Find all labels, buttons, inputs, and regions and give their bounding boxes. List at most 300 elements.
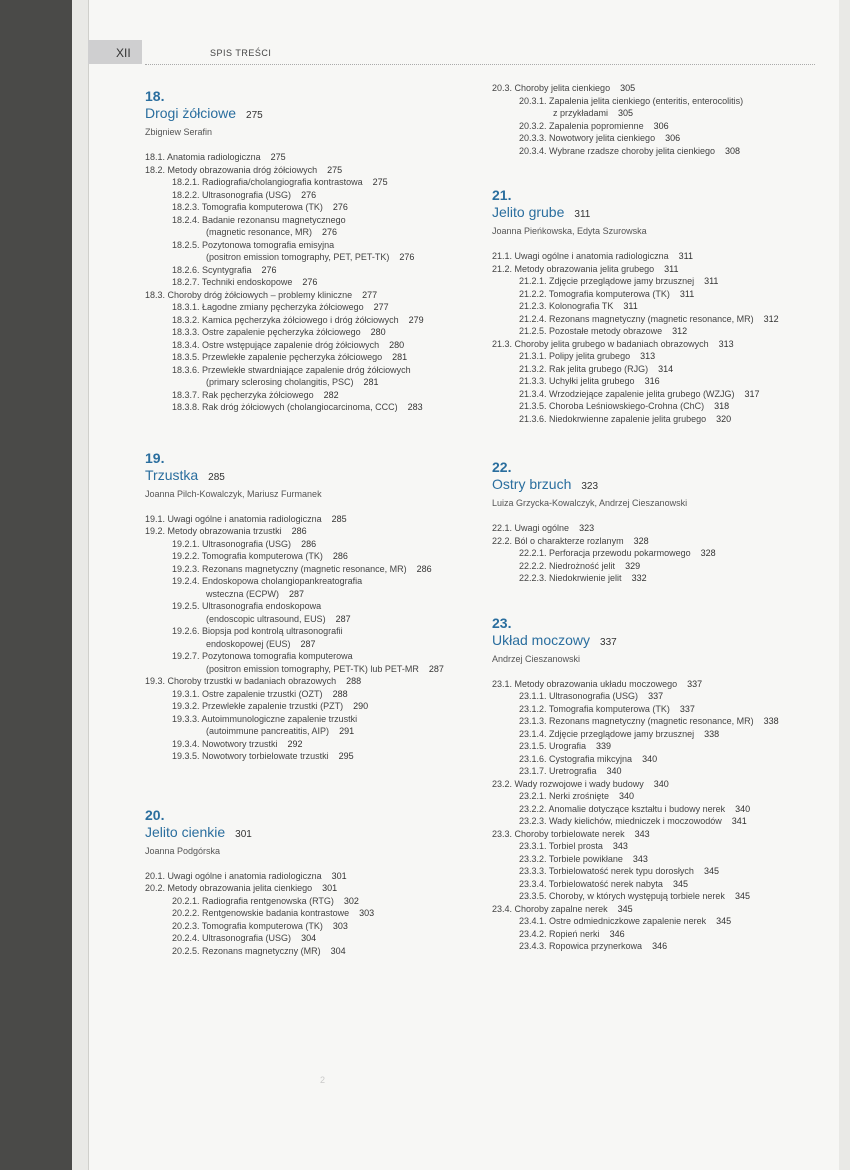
toc-entry[interactable]	[492, 803, 822, 816]
toc-entry[interactable]	[492, 903, 822, 916]
toc-entry-page: 276	[301, 189, 317, 200]
toc-entry[interactable]	[492, 132, 822, 145]
toc-entry[interactable]	[492, 535, 822, 548]
toc-entry-text: 21.3.2. Rak jelita grubego (RJG)	[519, 363, 649, 374]
toc-entry-text: 21.2.4. Rezonans magnetyczny (magnetic resonance, MR)	[519, 313, 754, 324]
toc-entry[interactable]	[145, 588, 475, 601]
toc-entry-text: 18.2. Metody obrazowania dróg żółciowych	[145, 164, 318, 175]
toc-entry[interactable]	[145, 600, 475, 613]
toc-entry[interactable]	[145, 650, 475, 663]
chapter-title: Trzustka	[145, 466, 199, 483]
toc-entry[interactable]	[145, 226, 475, 239]
toc-entry[interactable]	[492, 878, 822, 891]
toc-entry-text: 23.1. Metody obrazowania układu moczowego	[492, 678, 678, 689]
header-divider	[145, 64, 815, 65]
toc-entry-page: 340	[619, 791, 635, 801]
toc-entry[interactable]	[145, 932, 475, 945]
toc-entry[interactable]	[492, 263, 822, 276]
toc-entry-page: 314	[658, 363, 674, 374]
toc-entry-text: 23.4.2. Ropień nerki	[519, 928, 600, 939]
toc-entry-page: 301	[331, 870, 347, 881]
toc-entry-page: 311	[623, 301, 638, 311]
chapter-number: 19.	[145, 449, 165, 466]
toc-entry-text: 18.2.4. Badanie rezonansu magnetycznego	[172, 214, 346, 225]
toc-entry[interactable]	[145, 625, 475, 638]
toc-entry[interactable]	[492, 375, 822, 388]
toc-column-left	[145, 88, 475, 957]
toc-entry[interactable]	[492, 753, 822, 766]
toc-entry-page: 328	[700, 548, 716, 558]
toc-entry-text: 23.2.3. Wady kielichów, miedniczek i moczowodów	[519, 816, 722, 826]
chapter-title-row[interactable]	[145, 105, 475, 124]
toc-entry-page: 345	[734, 891, 750, 901]
toc-entry-page: 345	[703, 866, 719, 876]
toc-entry-text: 19.3.1. Ostre zapalenie trzustki (OZT)	[172, 688, 323, 699]
toc-entry[interactable]	[492, 678, 822, 691]
chapter-authors: Joanna Pieńkowska, Edyta Szurowska	[492, 226, 647, 236]
toc-entry-page: 305	[618, 108, 634, 118]
toc-entry[interactable]	[145, 376, 475, 389]
toc-entry-page: 332	[631, 573, 647, 583]
toc-entry[interactable]	[492, 740, 822, 753]
toc-entry-text: 20.3.2. Zapalenia popromienne	[519, 120, 644, 131]
toc-entry-text: 18.3.3. Ostre zapalenie pęcherzyka żółciowego	[172, 327, 361, 337]
chapter-page-number: 301	[235, 828, 252, 840]
toc-entry-text: (positron emission tomography, PET, PET-TK)	[206, 252, 390, 262]
toc-entry-page: 306	[653, 120, 669, 131]
toc-entry-page: 276	[322, 227, 338, 237]
toc-entry-text: 19.2.4. Endoskopowa cholangiopankreatografia	[172, 576, 363, 586]
toc-entry[interactable]	[492, 828, 822, 841]
toc-entry-text: 23.4. Choroby zapalne nerek	[492, 903, 608, 914]
toc-entry-page: 345	[672, 878, 688, 889]
toc-entry-text: 21.2.5. Pozostałe metody obrazowe	[519, 326, 663, 336]
toc-entry[interactable]	[492, 288, 822, 301]
toc-entry-text: 21.3.1. Polipy jelita grubego	[519, 351, 631, 361]
toc-entry-page: 313	[640, 351, 656, 361]
toc-entry-page: 305	[620, 83, 636, 93]
toc-entry[interactable]	[145, 575, 475, 588]
toc-chapter	[492, 615, 822, 953]
toc-entry[interactable]	[492, 120, 822, 133]
toc-entry[interactable]	[492, 338, 822, 351]
toc-entry-text: 19.1. Uwagi ogólne i anatomia radiologiczna	[145, 513, 322, 524]
chapter-title-row[interactable]	[492, 204, 822, 223]
toc-entry[interactable]	[145, 550, 475, 563]
toc-entry-page: 281	[392, 352, 408, 362]
toc-entry-page: 304	[330, 945, 346, 956]
toc-entry-page: 345	[617, 903, 633, 914]
toc-entry-page: 311	[679, 288, 695, 299]
toc-entry[interactable]	[492, 350, 822, 363]
toc-entry-text: 19.2. Metody obrazowania trzustki	[145, 526, 282, 536]
toc-entry[interactable]	[145, 750, 475, 763]
toc-entry[interactable]	[492, 865, 822, 878]
chapter-page-number: 275	[246, 110, 263, 121]
toc-entry-text: 18.3.1. Łagodne zmiany pęcherzyka żółciowego	[172, 302, 364, 312]
toc-entry[interactable]	[145, 713, 475, 726]
chapter-page-number: 323	[581, 481, 599, 492]
toc-entry[interactable]	[492, 928, 822, 941]
toc-entry[interactable]	[145, 895, 475, 908]
toc-entry-text: (autoimmune pancreatitis, AIP)	[206, 726, 330, 736]
toc-entry-text: (magnetic resonance, MR)	[206, 227, 313, 237]
toc-entry-page: 295	[338, 751, 354, 761]
toc-entry-text: 22.2.3. Niedokrwienie jelit	[519, 573, 622, 583]
toc-entry-page: 339	[596, 741, 612, 751]
chapter-number: 18.	[145, 88, 165, 104]
toc-entry[interactable]	[145, 364, 475, 377]
toc-entry[interactable]	[145, 214, 475, 227]
toc-entry-page: 323	[579, 523, 595, 533]
toc-entry-text: 23.1.5. Urografia	[519, 741, 587, 751]
toc-entry-page: 277	[373, 302, 389, 312]
toc-entry[interactable]	[145, 738, 475, 751]
chapter-authors: Joanna Podgórska	[145, 845, 221, 856]
toc-entry-page: 337	[648, 691, 664, 701]
toc-entry[interactable]	[492, 915, 822, 928]
chapter-number: 23.	[492, 614, 512, 631]
toc-entry[interactable]	[492, 413, 822, 426]
toc-entry[interactable]	[492, 840, 822, 853]
toc-entry-page: 320	[716, 413, 732, 424]
toc-entry-text: 20.2.3. Tomografia komputerowa (TK)	[172, 920, 323, 931]
toc-entry-page: 313	[718, 338, 734, 349]
toc-entry-page: 340	[735, 803, 751, 814]
toc-entry-text: 18.3.4. Ostre wstępujące zapalenie dróg żółciowych	[172, 339, 380, 350]
chapter-title-row[interactable]	[145, 467, 475, 486]
toc-entry-text: 20.2.1. Radiografia rentgenowska (RTG)	[172, 895, 334, 906]
header-strip	[88, 40, 142, 64]
toc-entry[interactable]	[145, 264, 475, 277]
toc-entry-page: 290	[353, 701, 369, 711]
toc-entry-text: 19.2.6. Biopsja pod kontrolą ultrasonografii	[172, 626, 343, 636]
toc-entry-text: 21.3.5. Choroba Leśniowskiego-Crohna (ChC)	[519, 401, 705, 411]
toc-entry-page: 301	[322, 883, 338, 893]
toc-entry-page: 343	[612, 841, 628, 851]
toc-entry[interactable]	[492, 715, 822, 728]
chapter-page-number: 285	[208, 471, 225, 483]
toc-entry-page: 337	[687, 678, 703, 689]
chapter-title-row[interactable]	[492, 632, 822, 651]
toc-entry[interactable]	[492, 95, 822, 108]
toc-entry-text: 23.1.4. Zdjęcie przeglądowe jamy brzusznej	[519, 728, 695, 739]
toc-entry[interactable]	[145, 301, 475, 314]
toc-entry-text: 20.3.3. Nowotwory jelita cienkiego	[519, 133, 656, 143]
toc-entry-text: 23.1.7. Uretrografia	[519, 766, 597, 776]
toc-entry-page: 311	[678, 251, 693, 261]
toc-entry[interactable]	[145, 151, 475, 164]
toc-entry[interactable]	[145, 907, 475, 920]
toc-entry[interactable]	[145, 189, 475, 202]
page-folio: 2	[320, 1075, 326, 1085]
toc-entry-page: 280	[389, 339, 405, 350]
toc-entry-text: 20.1. Uwagi ogólne i anatomia radiologiczna	[145, 870, 322, 881]
toc-entry-page: 279	[408, 314, 424, 325]
toc-entry-page: 288	[332, 688, 348, 699]
toc-entry-page: 306	[665, 133, 681, 143]
toc-entry[interactable]	[145, 176, 475, 189]
toc-entry-text: 21.2.1. Zdjęcie przeglądowe jamy brzusznej	[519, 276, 695, 286]
toc-entry-page: 275	[270, 152, 286, 162]
toc-chapter	[145, 450, 475, 763]
toc-entry[interactable]	[145, 563, 475, 576]
toc-entry[interactable]	[492, 388, 822, 401]
toc-entry-page: 276	[302, 277, 318, 287]
toc-entry[interactable]	[492, 82, 822, 95]
toc-entry[interactable]	[145, 638, 475, 651]
toc-entry-text: 21.2.2. Tomografia komputerowa (TK)	[519, 288, 670, 299]
toc-entry-text: 18.3.8. Rak dróg żółciowych (cholangiocarcinoma, CCC)	[172, 402, 398, 412]
chapter-number: 22.	[492, 459, 512, 475]
toc-entry-text: 18.3.6. Przewlekłe stwardniające zapalenie dróg żółciowych	[172, 364, 411, 375]
toc-entry-page: 328	[633, 535, 649, 546]
toc-entry-page: 286	[291, 526, 307, 536]
chapter-title: Jelito cienkie	[145, 823, 226, 840]
toc-entry-text: 19.2.5. Ultrasonografia endoskopowa	[172, 601, 322, 611]
toc-entry[interactable]	[145, 700, 475, 713]
toc-entry[interactable]	[145, 401, 475, 414]
chapter-title: Układ moczowy	[492, 631, 591, 648]
chapter-title-row[interactable]	[145, 824, 475, 843]
toc-entry[interactable]	[492, 250, 822, 263]
toc-entry-text: 18.2.2. Ultrasonografia (USG)	[172, 189, 292, 200]
toc-entry-text: 20.2. Metody obrazowania jelita cienkiego	[145, 883, 313, 893]
toc-entry-page: 291	[339, 726, 355, 736]
toc-entry[interactable]	[145, 663, 475, 676]
chapter-authors: Joanna Pilch-Kowalczyk, Mariusz Furmanek	[145, 488, 322, 499]
toc-entry-page: 340	[642, 753, 658, 764]
toc-entry[interactable]	[145, 870, 475, 883]
toc-entry-page: 275	[372, 177, 388, 187]
toc-entry-page: 276	[261, 264, 277, 275]
toc-entry[interactable]	[492, 890, 822, 903]
toc-entry[interactable]	[492, 778, 822, 791]
chapter-number: 20.	[145, 806, 165, 823]
toc-entry-text: 23.2.1. Nerki zrośnięte	[519, 791, 610, 801]
toc-entry-text: 23.3.3. Torbielowatość nerek typu dorosłych	[519, 866, 694, 876]
toc-entry-page: 345	[716, 916, 732, 926]
toc-entry[interactable]	[145, 289, 475, 302]
chapter-title-row[interactable]	[492, 476, 822, 495]
toc-entry[interactable]	[145, 920, 475, 933]
toc-entry[interactable]	[145, 725, 475, 738]
toc-entry-text: 18.2.1. Radiografia/cholangiografia kontrastowa	[172, 177, 363, 187]
chapter-number: 21.	[492, 187, 512, 203]
toc-entry-page: 282	[323, 389, 339, 400]
toc-entry-text: 18.3.2. Kamica pęcherzyka żółciowego i dróg żółciowych	[172, 314, 399, 325]
toc-entry-text: 18.2.7. Techniki endoskopowe	[172, 277, 293, 287]
toc-entry-text: 18.2.3. Tomografia komputerowa (TK)	[172, 202, 323, 212]
toc-entry-page: 304	[301, 933, 317, 943]
toc-entry-text: 22.2.2. Niedrożność jelit	[519, 560, 616, 571]
toc-entry-text: 19.3.5. Nowotwory torbielowate trzustki	[172, 751, 329, 761]
toc-entry-text: 22.1. Uwagi ogólne	[492, 523, 570, 533]
toc-entry-text: (endoscopic ultrasound, EUS)	[206, 613, 326, 624]
toc-entry-text: 22.2. Ból o charakterze rozlanym	[492, 535, 624, 546]
toc-entry-text: 23.1.3. Rezonans magnetyczny (magnetic resonance, MR)	[519, 716, 754, 726]
toc-entry-page: 275	[327, 164, 343, 175]
toc-entry-text: 18.3.5. Przewlekłe zapalenie pęcherzyka żółciowego	[172, 352, 383, 362]
toc-entry-page: 312	[763, 313, 779, 324]
toc-entry-page: 283	[407, 402, 423, 412]
toc-entry[interactable]	[145, 688, 475, 701]
toc-entry[interactable]	[145, 513, 475, 526]
toc-entry-page: 340	[653, 778, 669, 789]
toc-entry[interactable]	[145, 389, 475, 402]
toc-entry-page: 346	[609, 928, 625, 939]
toc-entry-text: 21.3.3. Uchyłki jelita grubego	[519, 376, 635, 386]
toc-entry-text: 18.2.6. Scyntygrafia	[172, 264, 252, 275]
toc-entry-text: 19.2.1. Ultrasonografia (USG)	[172, 538, 292, 549]
toc-entry-text: 20.2.5. Rezonans magnetyczny (MR)	[172, 945, 321, 956]
chapter-title: Drogi żółciowe	[145, 105, 237, 121]
toc-entry-page: 302	[343, 895, 359, 906]
toc-entry[interactable]	[145, 251, 475, 264]
toc-entry-page: 303	[332, 920, 348, 931]
toc-column-right	[492, 82, 822, 953]
toc-entry-page: 281	[363, 377, 379, 387]
toc-entry-text: 18.1. Anatomia radiologiczna	[145, 152, 261, 162]
toc-entry[interactable]	[145, 239, 475, 252]
toc-entry-text: 23.1.1. Ultrasonografia (USG)	[519, 691, 639, 701]
toc-entry[interactable]	[492, 572, 822, 585]
toc-entry-text: 20.2.4. Ultrasonografia (USG)	[172, 933, 292, 943]
toc-entry[interactable]	[145, 351, 475, 364]
toc-entry-page: 285	[331, 513, 347, 524]
toc-entry[interactable]	[145, 613, 475, 626]
toc-entry[interactable]	[492, 690, 822, 703]
toc-entry-text: 20.3.4. Wybrane rzadsze choroby jelita cienkiego	[519, 145, 716, 156]
toc-entry-text: 20.2.2. Rentgenowskie badania kontrastowe	[172, 908, 350, 918]
toc-entry[interactable]	[492, 790, 822, 803]
toc-entry[interactable]	[145, 538, 475, 551]
toc-entry-text: z przykładami	[553, 108, 609, 118]
toc-entry-page: 286	[301, 538, 317, 549]
toc-entry-page: 287	[428, 663, 444, 674]
toc-entry-page: 341	[731, 816, 747, 826]
toc-entry-text: 23.3. Choroby torbielowate nerek	[492, 828, 625, 839]
toc-entry-text: endoskopowej (EUS)	[206, 638, 291, 649]
toc-entry[interactable]	[145, 276, 475, 289]
toc-entry[interactable]	[145, 675, 475, 688]
toc-entry[interactable]	[492, 400, 822, 413]
toc-entry[interactable]	[492, 275, 822, 288]
toc-entry[interactable]	[145, 945, 475, 958]
toc-entry-page: 287	[335, 613, 351, 624]
toc-entry-text: 21.3.6. Niedokrwienne zapalenie jelita grubego	[519, 413, 707, 424]
toc-entry[interactable]	[492, 363, 822, 376]
toc-entry-page: 280	[370, 327, 386, 337]
toc-entry[interactable]	[492, 728, 822, 741]
toc-entry-text: 21.2.3. Kolonografia TK	[519, 301, 614, 311]
toc-entry-page: 292	[287, 738, 303, 749]
toc-entry-text: wsteczna (ECPW)	[206, 588, 280, 599]
toc-entry[interactable]	[492, 547, 822, 560]
toc-entry[interactable]	[492, 940, 822, 953]
toc-entry-page: 343	[634, 828, 650, 839]
running-header-title: SPIS TREŚCI	[210, 48, 272, 58]
toc-entry[interactable]	[145, 201, 475, 214]
toc-entry-page: 287	[289, 588, 305, 599]
toc-entry-text: 20.3.1. Zapalenia jelita cienkiego (enteritis, enterocolitis)	[519, 95, 744, 106]
toc-chapter	[492, 459, 822, 585]
toc-entry-text: 23.3.2. Torbiele powikłane	[519, 853, 623, 864]
toc-entry-text: 23.1.2. Tomografia komputerowa (TK)	[519, 703, 670, 714]
toc-entry[interactable]	[145, 164, 475, 177]
toc-entry[interactable]	[492, 325, 822, 338]
toc-entry-page: 318	[714, 401, 730, 411]
toc-entry[interactable]	[492, 853, 822, 866]
chapter-page-number: 311	[574, 209, 591, 220]
toc-entry-text: 23.3.5. Choroby, w których występują torbiele nerek	[519, 891, 725, 901]
toc-entry[interactable]	[145, 339, 475, 352]
toc-entry[interactable]	[492, 313, 822, 326]
toc-entry-page: 286	[332, 551, 348, 561]
toc-entry[interactable]	[492, 522, 822, 535]
toc-entry-text: 19.2.3. Rezonans magnetyczny (magnetic resonance, MR)	[172, 563, 407, 574]
toc-entry-page: 338	[763, 716, 779, 726]
toc-entry-text: 21.2. Metody obrazowania jelita grubego	[492, 263, 655, 274]
toc-entry[interactable]	[145, 326, 475, 339]
toc-entry-page: 340	[606, 766, 622, 776]
toc-entry-page: 329	[625, 560, 641, 571]
toc-entry[interactable]	[492, 560, 822, 573]
toc-entry[interactable]	[492, 703, 822, 716]
toc-entry-text: 21.3. Choroby jelita grubego w badaniach obrazowych	[492, 338, 709, 349]
chapter-authors: Zbigniew Serafin	[145, 127, 213, 137]
toc-entry-text: 23.3.4. Torbielowatość nerek nabyta	[519, 878, 663, 889]
toc-entry-page: 311	[704, 276, 719, 286]
toc-entry-text: 18.2.5. Pozytonowa tomografia emisyjna	[172, 239, 335, 250]
toc-entry-page: 276	[399, 252, 415, 262]
toc-entry[interactable]	[492, 765, 822, 778]
toc-entry-text: 23.1.6. Cystografia mikcyjna	[519, 753, 633, 764]
toc-entry-page: 287	[300, 638, 316, 649]
toc-entry-page: 277	[362, 289, 378, 300]
toc-entry-text: 19.3.2. Przewlekłe zapalenie trzustki (PZT)	[172, 701, 344, 711]
toc-entry-page: 316	[644, 376, 660, 386]
toc-entry-page: 312	[672, 326, 688, 336]
toc-chapter	[145, 807, 475, 958]
toc-entry-page: 276	[332, 202, 348, 212]
toc-entry[interactable]	[145, 882, 475, 895]
toc-entry[interactable]	[145, 314, 475, 327]
toc-entry-page: 343	[632, 853, 648, 864]
toc-entry-text: 21.3.4. Wrzodziejące zapalenie jelita grubego (WZJG)	[519, 388, 735, 399]
toc-entry-page: 311	[664, 263, 679, 274]
toc-entry-text: (positron emission tomography, PET-TK) lub PET-MR	[206, 663, 419, 674]
toc-entry-text: 18.3. Choroby dróg żółciowych – problemy kliniczne	[145, 289, 353, 300]
toc-entry[interactable]	[492, 107, 822, 120]
toc-entry[interactable]	[492, 145, 822, 158]
toc-entry-page: 337	[679, 703, 695, 714]
toc-entry-page: 286	[416, 563, 432, 574]
toc-entry-text: 19.3. Choroby trzustki w badaniach obrazowych	[145, 676, 337, 686]
chapter-page-number: 337	[600, 636, 617, 648]
chapter-title: Jelito grube	[492, 204, 565, 220]
toc-entry-text: 23.3.1. Torbiel prosta	[519, 841, 603, 851]
chapter-authors: Andrzej Cieszanowski	[492, 653, 581, 664]
toc-entry[interactable]	[492, 815, 822, 828]
toc-entry[interactable]	[145, 525, 475, 538]
toc-entry-text: 18.3.7. Rak pęcherzyka żółciowego	[172, 389, 314, 400]
chapter-title: Ostry brzuch	[492, 476, 572, 492]
toc-entry[interactable]	[492, 300, 822, 313]
toc-entry-text: 22.2.1. Perforacja przewodu pokarmowego	[519, 548, 691, 558]
toc-entry-text: 21.1. Uwagi ogólne i anatomia radiologiczna	[492, 251, 669, 261]
toc-entry-text: 19.2.2. Tomografia komputerowa (TK)	[172, 551, 323, 561]
